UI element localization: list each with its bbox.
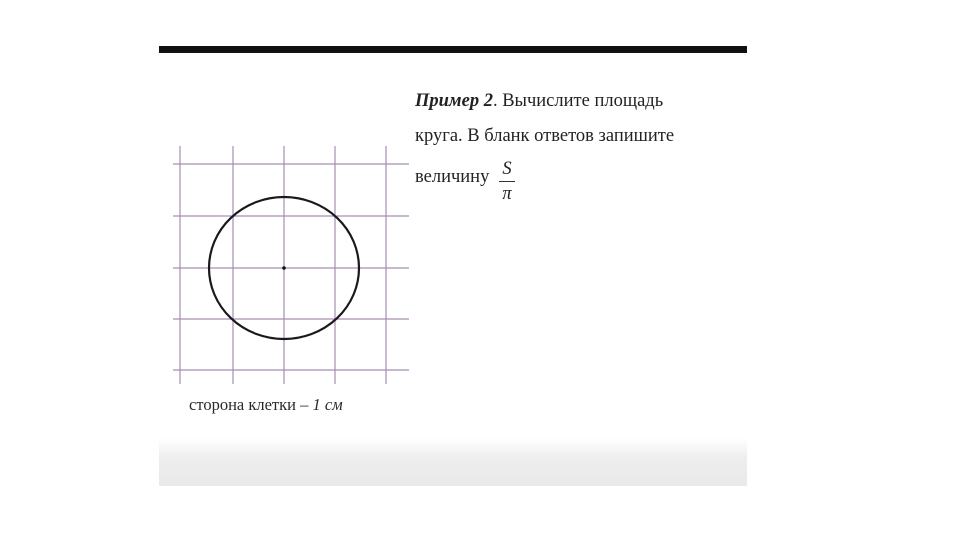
fraction-bar <box>499 181 514 182</box>
slide <box>159 46 747 486</box>
grid-figure <box>173 146 413 386</box>
problem-line-3-text: величину <box>415 166 490 187</box>
problem-line-1-text: . Вычислите площадь <box>492 91 664 111</box>
grid-caption <box>189 395 343 415</box>
problem-statement <box>415 84 735 204</box>
bottom-fade <box>159 438 747 486</box>
circle-center-point <box>282 266 286 270</box>
fraction-denominator: π <box>502 184 512 204</box>
fraction-numerator: S <box>502 159 512 179</box>
problem-line-1 <box>415 84 735 119</box>
problem-title: Пример 2 <box>415 91 493 111</box>
problem-line-3 <box>415 154 735 204</box>
problem-line-2: круга. В бланк ответов запишите <box>415 126 675 146</box>
caption-value: 1 см <box>312 395 343 414</box>
caption-text: сторона клетки – <box>189 395 313 414</box>
top-rule <box>159 46 747 53</box>
answer-fraction <box>499 158 514 205</box>
